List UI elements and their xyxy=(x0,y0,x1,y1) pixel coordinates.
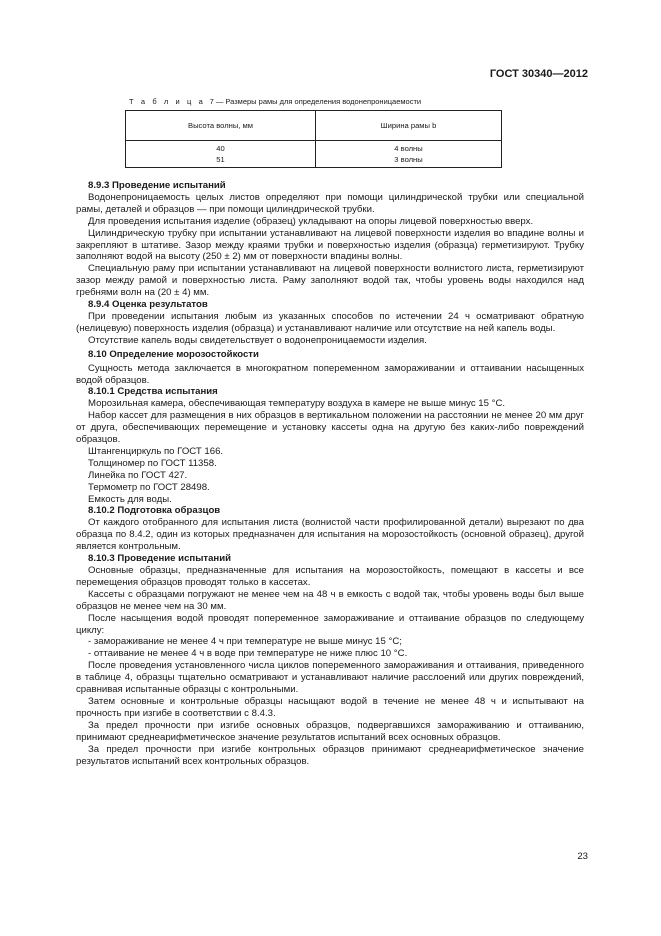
paragraph: За предел прочности при изгибе контрольных образцов принимают среднеарифметическое значение результатов испытаний всех контрольных образцов. xyxy=(76,743,584,767)
paragraph: Набор кассет для размещения в них образцов в вертикальном положении на расстоянии не менее 20 мм друг от друга, обеспечивающих перемещение и установку кассеты одна на другую без каких-либо повреждений образцов. xyxy=(76,410,584,446)
page-number: 23 xyxy=(577,851,588,862)
paragraph: Затем основные и контрольные образцы насыщают водой в течение не менее 48 ч и испытывают на прочность при изгибе в соответствии с 8.4.3. xyxy=(76,695,584,719)
section-heading: 8.9.4 Оценка результатов xyxy=(88,299,208,311)
column-header-wave-height: Высота волны, мм xyxy=(126,111,316,141)
section-heading: 8.10 Определение морозостойкости xyxy=(88,348,259,360)
standard-number: ГОСТ 30340—2012 xyxy=(489,68,588,80)
list-item: Термометр по ГОСТ 28498. xyxy=(88,481,210,493)
paragraph: Основные образцы, предназначенные для испытания на морозостойкость, помещают в кассеты и все перемещения образцов проводят только в кассетах. xyxy=(76,565,584,588)
section-heading: 8.9.3 Проведение испытаний xyxy=(88,180,226,191)
list-item: Емкость для воды. xyxy=(88,493,172,505)
paragraph: От каждого отобранного для испытания листа (волнистой части профилированной детали) вырезают по два образца по 8.4.2, один из которых предназначен для испытания на морозостойкость (основной образец), другой является контрольным. xyxy=(76,517,584,553)
paragraph: Водонепроницаемость целых листов определяют при помощи цилиндрической трубки или специальной рамы, деталей и образцов — при помощи цилиндрической трубки. xyxy=(76,191,584,215)
column-header-frame-width: Ширина рамы b xyxy=(316,111,502,141)
list-item: Толщиномер по ГОСТ 11358. xyxy=(88,457,217,469)
frame-dimensions-table xyxy=(125,110,502,168)
table-cell-wave-heights: 40 51 xyxy=(126,141,316,168)
paragraph: За предел прочности при изгибе основных образцов, подвергавшихся замораживанию и оттаиванию, принимают среднеарифметическое значение результатов испытаний всех основных образцов. xyxy=(76,719,584,743)
section-heading: 8.10.1 Средства испытания xyxy=(88,386,218,398)
paragraph: После насыщения водой проводят попеременное замораживание и оттаивание образцов по следующему циклу: xyxy=(76,612,584,636)
document-body xyxy=(76,180,584,767)
paragraph: Сущность метода заключается в многократном попеременном замораживании и оттаивании насыщенных водой образцов. xyxy=(76,362,584,386)
section-heading: 8.10.3 Проведение испытаний xyxy=(88,553,232,565)
list-item: Линейка по ГОСТ 427. xyxy=(88,469,188,481)
paragraph: Цилиндрическую трубку при испытании устанавливают на лицевой поверхности изделия во впадине волны и закрепляют в штативе. Зазор между краями трубки и поверхностью изделия (образца) герметизируют. Трубку заполняют водой на высоту (250 ± 2) мм от поверхности впадины волны. xyxy=(76,227,584,263)
list-item: - замораживание не менее 4 ч при температуре не выше минус 15 °С; xyxy=(88,636,402,648)
paragraph: После проведения установленного числа циклов попеременного замораживания и оттаивания, приведенного в таблице 4, образцы тщательно осматривают и устанавливают наличие расслоений или других повреждений, сравнивая испытанные образцы с контрольными. xyxy=(76,660,584,696)
paragraph: Для проведения испытания изделие (образец) укладывают на опоры лицевой поверхностью вверх. xyxy=(88,215,534,227)
table-caption-text: 7 — Размеры рамы для определения водонепроницаемости xyxy=(209,97,422,106)
paragraph: При проведении испытания любым из указанных способов по истечении 24 ч осматривают обратную (нелицевую) поверхность изделия (образца) и устанавливают наличие или отсутствие на ней капель воды. xyxy=(76,310,584,334)
table-cell-frame-widths: 4 волны 3 волны xyxy=(316,141,502,168)
list-item: Штангенциркуль по ГОСТ 166. xyxy=(88,445,224,457)
list-item: - оттаивание не менее 4 ч в воде при температуре не ниже плюс 10 °С. xyxy=(88,648,408,660)
paragraph: Специальную раму при испытании устанавливают на лицевой поверхности волнистого листа, герметизируют зазор между рамой и поверхностью листа. Раму заполняют водой так, чтобы уровень воды находился над гребнями волн на (20 ± 4) мм. xyxy=(76,263,584,299)
table-caption xyxy=(129,97,569,106)
section-heading: 8.10.2 Подготовка образцов xyxy=(88,505,221,517)
paragraph: Кассеты с образцами погружают не менее чем на 48 ч в емкость с водой так, чтобы уровень воды был выше образцов не менее чем на 30 мм. xyxy=(76,588,584,612)
paragraph: Морозильная камера, обеспечивающая температуру воздуха в камере не выше минус 15 °С. xyxy=(88,398,506,410)
table-header-row xyxy=(126,111,502,141)
table-row xyxy=(126,141,502,168)
table-caption-label: Т а б л и ц а xyxy=(129,97,206,106)
paragraph: Отсутствие капель воды свидетельствует о водонепроницаемости изделия. xyxy=(88,334,427,346)
